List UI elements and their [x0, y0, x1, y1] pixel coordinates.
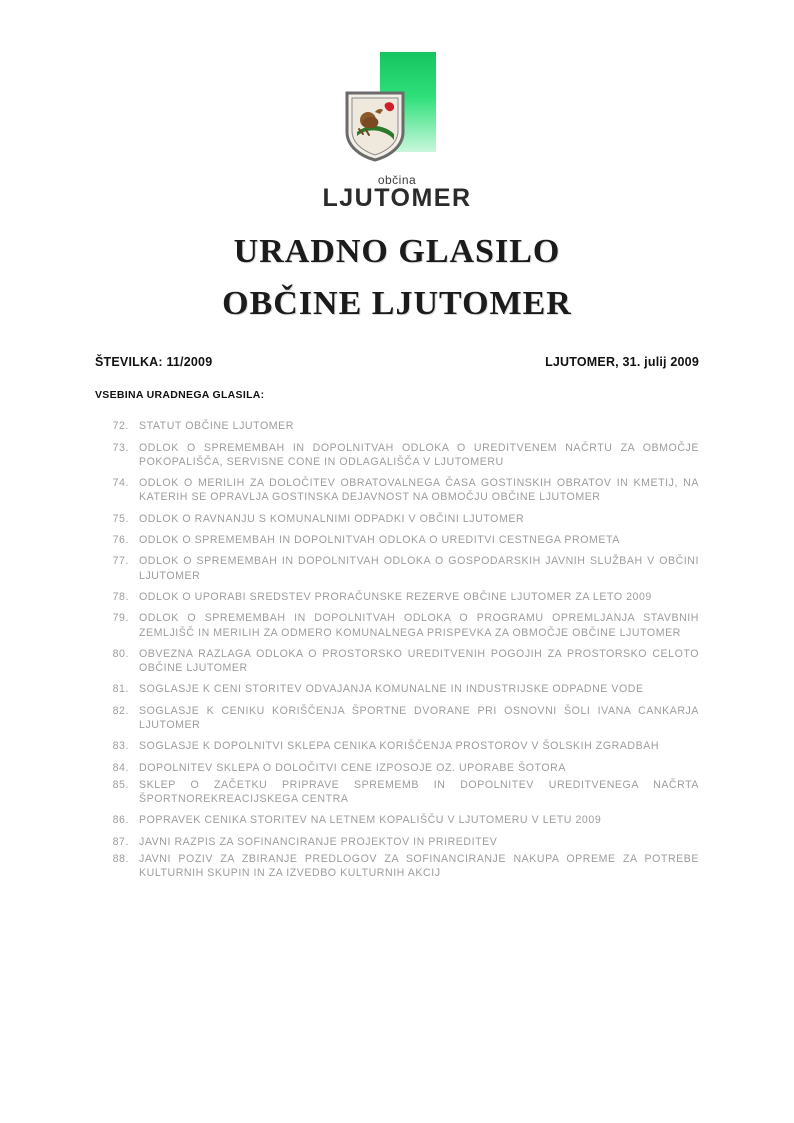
toc-title: JAVNI POZIV ZA ZBIRANJE PREDLOGOV ZA SOFINANCIRANJE NAKUPA OPREME ZA POTREBE KULTURNIH SKUPIN IN ZA IZVEDBO KULTURNIH AKCIJ — [139, 853, 699, 880]
list-item[interactable] — [95, 647, 699, 676]
toc-number: 77. — [112, 555, 129, 568]
toc-title: OBVEZNA RAZLAGA ODLOKA O PROSTORSKO UREDITVENIH POGOJIH ZA PROSTORSKO CELOTO OBČINE LJUTOMER — [139, 647, 699, 675]
toc-number: 78. — [112, 590, 129, 603]
logo-ljutomer-label: LJUTOMER — [322, 184, 472, 212]
toc-number: 72. — [112, 420, 129, 433]
list-item[interactable] — [95, 512, 699, 526]
issue-meta-row — [95, 355, 699, 369]
list-item[interactable] — [95, 554, 699, 583]
toc-title: ODLOK O SPREMEMBAH IN DOPOLNITVAH ODLOKA O GOSPODARSKIH JAVNIH SLUŽBAH V OBČINI LJUTOMER — [139, 555, 699, 582]
toc-number: 85. — [112, 778, 129, 791]
toc-title: SOGLASJE K CENI STORITEV ODVAJANJA KOMUNALNE IN INDUSTRIJSKE ODPADNE VODE — [139, 683, 644, 696]
toc-number: 82. — [112, 704, 129, 717]
toc-title: STATUT OBČINE LJUTOMER — [139, 420, 294, 433]
toc-title: ODLOK O MERILIH ZA DOLOČITEV OBRATOVALNEGA ČASA GOSTINSKIH OBRATOV IN KMETIJ, NA KATERIH SE OPRAVLJA GOSTINSKA DEJAVNOST NA OBMOČJU OBČINE LJUTOMER — [139, 477, 699, 504]
list-item[interactable] — [95, 852, 699, 881]
list-item[interactable] — [95, 682, 699, 696]
toc-number: 73. — [112, 441, 129, 454]
shield-icon — [344, 90, 406, 162]
contents-heading: VSEBINA URADNEGA GLASILA: — [95, 389, 265, 402]
toc-title: SOGLASJE K CENIKU KORIŠČENJA ŠPORTNE DVORANE PRI OSNOVNI ŠOLI IVANA CANKARJA LJUTOMER — [139, 704, 699, 731]
page-title-line1: URADNO GLASILO — [233, 233, 561, 271]
municipality-logo — [95, 0, 699, 211]
logo-obcina-label: občina — [377, 173, 417, 187]
list-item[interactable] — [95, 704, 699, 733]
list-item[interactable] — [95, 476, 699, 505]
list-item[interactable] — [95, 761, 699, 775]
toc-title: SOGLASJE K DOPOLNITVI SKLEPA CENIKA KORIŠČENJA PROSTOROV V ŠOLSKIH ZGRADBAH — [139, 740, 660, 753]
list-item[interactable] — [95, 419, 699, 433]
toc-title: JAVNI RAZPIS ZA SOFINANCIRANJE PROJEKTOV IN PRIREDITEV — [139, 835, 498, 848]
toc-number: 74. — [112, 477, 129, 490]
toc-number: 79. — [112, 612, 129, 625]
issue-number: ŠTEVILKA: 11/2009 — [95, 355, 213, 370]
list-item[interactable] — [95, 835, 699, 849]
toc-number: 84. — [112, 761, 129, 774]
toc-number: 80. — [112, 647, 129, 660]
toc-number: 75. — [112, 512, 129, 525]
toc-title: ODLOK O UPORABI SREDSTEV PRORAČUNSKE REZERVE OBČINE LJUTOMER ZA LETO 2009 — [139, 590, 652, 603]
page-title-line2: OBČINE LJUTOMER — [222, 285, 572, 323]
toc-title: ODLOK O RAVNANJU S KOMUNALNIMI ODPADKI V OBČINI LJUTOMER — [139, 512, 525, 525]
toc-number: 86. — [112, 814, 129, 827]
list-item[interactable] — [95, 441, 699, 470]
toc-number: 81. — [112, 683, 129, 696]
toc-number: 88. — [112, 853, 129, 866]
toc-number: 87. — [112, 835, 129, 848]
toc-title: SKLEP O ZAČETKU PRIPRAVE SPREMEMB IN DOPOLNITEV UREDITVENEGA NAČRTA ŠPORTNOREKREACIJSKEGA CENTRA — [139, 778, 699, 806]
toc-title: POPRAVEK CENIKA STORITEV NA LETNEM KOPALIŠČU V LJUTOMERU V LETU 2009 — [139, 814, 602, 827]
list-item[interactable] — [95, 533, 699, 547]
table-of-contents — [95, 419, 699, 880]
toc-number: 76. — [112, 534, 129, 547]
list-item[interactable] — [95, 611, 699, 640]
toc-title: ODLOK O SPREMEMBAH IN DOPOLNITVAH ODLOKA O UREDITVENEM NAČRTU ZA OBMOČJE POKOPALIŠČA, SERVISNE CONE IN ODLAGALIŠČA V LJUTOMERU — [139, 441, 699, 468]
issue-place-date: LJUTOMER, 31. julij 2009 — [545, 355, 699, 370]
list-item[interactable] — [95, 590, 699, 604]
toc-number: 83. — [112, 740, 129, 753]
list-item[interactable] — [95, 778, 699, 807]
list-item[interactable] — [95, 739, 699, 753]
crest-graphic — [332, 52, 462, 172]
toc-title: ODLOK O SPREMEMBAH IN DOPOLNITVAH ODLOKA O PROGRAMU OPREMLJANJA STAVBNIH ZEMLJIŠČ IN MERILIH ZA ODMERO KOMUNALNEGA PRISPEVKA ZA OBMOČJE OBČINE LJUTOMER — [139, 612, 699, 639]
toc-title: ODLOK O SPREMEMBAH IN DOPOLNITVAH ODLOKA O UREDITVI CESTNEGA PROMETA — [139, 534, 620, 547]
toc-title: DOPOLNITEV SKLEPA O DOLOČITVI CENE IZPOSOJE OZ. UPORABE ŠOTORA — [139, 761, 566, 774]
list-item[interactable] — [95, 813, 699, 827]
